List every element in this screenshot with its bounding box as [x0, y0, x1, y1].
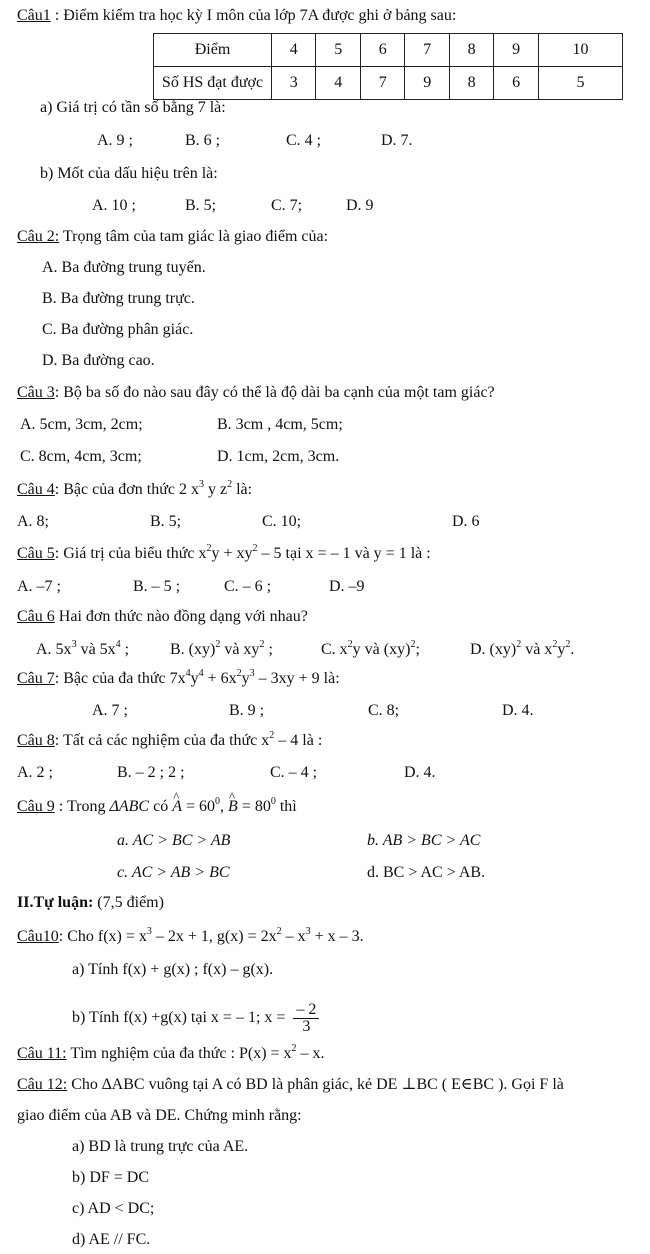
exponent: 2 — [276, 926, 282, 937]
exponent: 2 — [410, 639, 416, 650]
exponent: 2 — [269, 730, 275, 741]
option-c: C. – 6 ; — [224, 578, 272, 595]
option-c: C. 4 ; — [286, 132, 322, 149]
option-a: a. AC > BC > AB — [117, 832, 231, 849]
option-c: C. 7; — [271, 197, 303, 214]
option-d: D. 1cm, 2cm, 3cm. — [217, 448, 340, 465]
question-text: : Giá trị của biểu thức x — [54, 545, 207, 562]
question-text: là: — [232, 481, 253, 498]
question-text: : Trong — [54, 798, 110, 815]
table-header: Điểm — [154, 34, 272, 67]
exponent: 2 — [516, 639, 522, 650]
option-a: A. Ba đường trung tuyến. — [42, 259, 206, 276]
option-d: D. 4. — [502, 702, 534, 719]
option-d: D. 9 — [346, 197, 374, 214]
section-points: (7,5 điểm) — [93, 894, 164, 911]
option-b: B. 5; — [185, 197, 217, 214]
table-cell: 7 — [405, 34, 449, 67]
question-label: Câu 12: — [17, 1076, 68, 1093]
math-text: B. (xy) — [170, 641, 216, 658]
table-cell: 10 — [538, 34, 622, 67]
option-b: B. Ba đường trung trực. — [42, 290, 195, 307]
question-text: : Bậc của đơn thức 2 x — [54, 481, 199, 498]
math-text: và xy — [220, 641, 260, 658]
question-label: Câu1 — [17, 7, 51, 24]
exponent: 3 — [71, 639, 77, 650]
table-cell: 6 — [494, 67, 538, 100]
table-row-scores — [154, 34, 623, 67]
exponent: 2 — [252, 543, 258, 554]
table-row-counts — [154, 67, 623, 100]
option-c: c. AC > AB > BC — [117, 864, 230, 881]
option-d: D. 6 — [452, 513, 480, 530]
exponent: 2 — [347, 639, 353, 650]
question-7 — [17, 669, 340, 689]
exponent: 2 — [236, 668, 242, 679]
question-text: : Bậc của đa thức 7x — [54, 670, 186, 687]
option-d: D. Ba đường cao. — [42, 352, 155, 369]
question-3 — [17, 383, 495, 403]
question-text: : Tất cả các nghiệm của đa thức x — [54, 732, 270, 749]
question-12-continued: giao điểm của AB và DE. Chứng minh rằng: — [17, 1107, 302, 1124]
exponent: 3 — [198, 479, 204, 490]
option-c: C. Ba đường phân giác. — [42, 321, 194, 338]
question-label: Câu 4 — [17, 481, 55, 498]
option-b — [170, 640, 273, 660]
option-a — [36, 640, 129, 660]
question-text: có — [149, 798, 173, 815]
question-text: – 3xy + 9 là: — [254, 670, 340, 687]
math-text: y — [190, 670, 199, 687]
question-11 — [17, 1044, 325, 1064]
question-text: thì — [275, 798, 297, 815]
table-cell: 5 — [538, 67, 622, 100]
degree-symbol: 0 — [215, 796, 221, 807]
question-9 — [17, 797, 297, 817]
q12-part-c: c) AD < DC; — [72, 1200, 155, 1217]
question-label: Câu 9 — [17, 798, 55, 815]
math-text: và x — [521, 641, 553, 658]
math-text: y z — [203, 481, 228, 498]
math-text: và 5x — [76, 641, 116, 658]
question-5 — [17, 544, 431, 564]
option-a: A. 7 ; — [92, 702, 128, 719]
exponent: 3 — [249, 668, 255, 679]
option-a: A. –7 ; — [17, 578, 61, 595]
table-cell: 4 — [272, 34, 316, 67]
option-d: d. BC > AC > AB. — [367, 864, 486, 881]
exponent: 3 — [146, 926, 152, 937]
angle-b: ^ B — [228, 797, 238, 817]
fraction-numerator: – 2 — [293, 1002, 319, 1019]
fraction-denominator: 3 — [302, 1018, 311, 1035]
option-a: A. 2 ; — [17, 764, 53, 781]
triangle-name: ΔABC — [109, 798, 150, 815]
table-cell: 9 — [494, 34, 538, 67]
exponent: 2 — [227, 479, 233, 490]
exponent: 2 — [215, 639, 221, 650]
question-12 — [17, 1075, 564, 1095]
option-c: C. 8cm, 4cm, 3cm; — [20, 448, 142, 465]
question-10 — [17, 927, 364, 947]
question-label: Câu 2: — [17, 228, 60, 245]
question-label: Câu 7 — [17, 670, 55, 687]
option-c — [321, 640, 420, 660]
question-text: – 5 tại x = – 1 và y = 1 là : — [257, 545, 431, 562]
option-a: A. 5cm, 3cm, 2cm; — [20, 416, 143, 433]
math-text: – x. — [296, 1045, 325, 1062]
question-label: Câu 11: — [17, 1045, 67, 1062]
option-b: b. AB > BC > AC — [367, 832, 481, 849]
option-b: B. – 5 ; — [133, 578, 181, 595]
table-cell: 7 — [360, 67, 404, 100]
math-text: y và (xy) — [352, 641, 411, 658]
math-text: y — [241, 670, 250, 687]
section-heading — [17, 893, 164, 913]
math-text: ; — [264, 641, 273, 658]
option-b: B. 9 ; — [229, 702, 265, 719]
math-text: + 6x — [203, 670, 237, 687]
option-d: D. 7. — [381, 132, 413, 149]
math-text: C. x — [321, 641, 348, 658]
math-text: . — [570, 641, 575, 658]
option-c: C. – 4 ; — [270, 764, 318, 781]
option-d: D. –9 — [329, 578, 365, 595]
fraction — [293, 1002, 319, 1035]
question-text: b) Tính f(x) +g(x) tại x = – 1; x = — [72, 1009, 290, 1027]
math-text: – 2x + 1, g(x) = 2x — [151, 928, 277, 945]
exponent: 4 — [198, 668, 204, 679]
question-label: Câu 5 — [17, 545, 55, 562]
q1b-prompt: b) Mốt của dấu hiệu trên là: — [40, 165, 218, 182]
math-text: ; — [415, 641, 420, 658]
question-text: Trọng tâm của tam giác là giao điểm của: — [59, 228, 329, 245]
option-b: B. 6 ; — [185, 132, 221, 149]
option-d: D. 4. — [404, 764, 436, 781]
q10-part-a: a) Tính f(x) + g(x) ; f(x) – g(x). — [72, 961, 274, 978]
question-1 — [17, 6, 456, 26]
option-c: C. 8; — [368, 702, 400, 719]
math-text: = 60 — [181, 798, 216, 815]
math-text: y — [557, 641, 566, 658]
option-b: B. 5; — [150, 513, 182, 530]
question-text: – 4 là : — [274, 732, 323, 749]
option-c: C. 10; — [262, 513, 302, 530]
option-b: B. – 2 ; 2 ; — [117, 764, 185, 781]
table-cell: 9 — [405, 67, 449, 100]
question-text: Cho ∆ABC vuông tại A có BD là phân giác, kẻ DE ⊥BC ( E∈BC ). Gọi F là — [67, 1076, 564, 1093]
option-b: B. 3cm , 4cm, 5cm; — [217, 416, 343, 433]
question-text: : Bộ ba số đo nào sau đây có thể là độ dài ba cạnh của một tam giác? — [54, 384, 495, 401]
math-text: D. (xy) — [470, 641, 517, 658]
table-cell: 3 — [272, 67, 316, 100]
q12-part-d: d) AE // FC. — [72, 1231, 151, 1248]
question-label: Câu 6 — [17, 608, 55, 625]
question-text: Tìm nghiệm của đa thức : P(x) = x — [66, 1045, 292, 1062]
table-cell: 6 — [360, 34, 404, 67]
math-text: A. 5x — [36, 641, 72, 658]
question-8 — [17, 731, 322, 751]
question-text: : Điểm kiểm tra học kỳ I môn của lớp 7A được ghi ở bảng sau: — [50, 7, 457, 24]
option-d — [470, 640, 574, 660]
table-cell: 4 — [316, 67, 360, 100]
exponent: 3 — [305, 926, 311, 937]
exponent: 2 — [206, 543, 212, 554]
q1a-prompt: a) Giá trị có tần số bằng 7 là: — [40, 99, 226, 116]
table-header: Số HS đạt được — [154, 67, 272, 100]
exponent: 4 — [185, 668, 191, 679]
score-table — [153, 33, 623, 100]
option-a: A. 9 ; — [97, 132, 133, 149]
exponent: 2 — [552, 639, 558, 650]
question-text: : Cho f(x) = x — [58, 928, 147, 945]
q12-part-a: a) BD là trung trực của AE. — [72, 1138, 249, 1155]
question-label: Câu 8 — [17, 732, 55, 749]
math-text: – x — [281, 928, 306, 945]
table-cell: 8 — [449, 34, 493, 67]
degree-symbol: 0 — [270, 796, 276, 807]
exponent: 2 — [259, 639, 265, 650]
exponent: 4 — [115, 639, 121, 650]
section-title: II.Tự luận: — [17, 894, 94, 911]
q10-part-b — [72, 1002, 319, 1035]
question-6 — [17, 607, 308, 627]
table-cell: 8 — [449, 67, 493, 100]
question-text: Hai đơn thức nào đồng dạng với nhau? — [54, 608, 308, 625]
math-text: + x – 3. — [310, 928, 364, 945]
angle-a: ^ A — [172, 797, 182, 817]
math-text: y + xy — [211, 545, 253, 562]
math-text: ; — [120, 641, 130, 658]
question-label: Câu 3 — [17, 384, 55, 401]
question-label: Câu10 — [17, 928, 59, 945]
question-2 — [17, 227, 328, 247]
option-a: A. 10 ; — [92, 197, 136, 214]
exponent: 2 — [291, 1043, 297, 1054]
math-text: , — [220, 798, 229, 815]
q12-part-b: b) DF = DC — [72, 1169, 150, 1186]
exponent: 2 — [565, 639, 571, 650]
option-a: A. 8; — [17, 513, 49, 530]
math-text: = 80 — [237, 798, 271, 815]
table-cell: 5 — [316, 34, 360, 67]
question-4 — [17, 480, 252, 500]
